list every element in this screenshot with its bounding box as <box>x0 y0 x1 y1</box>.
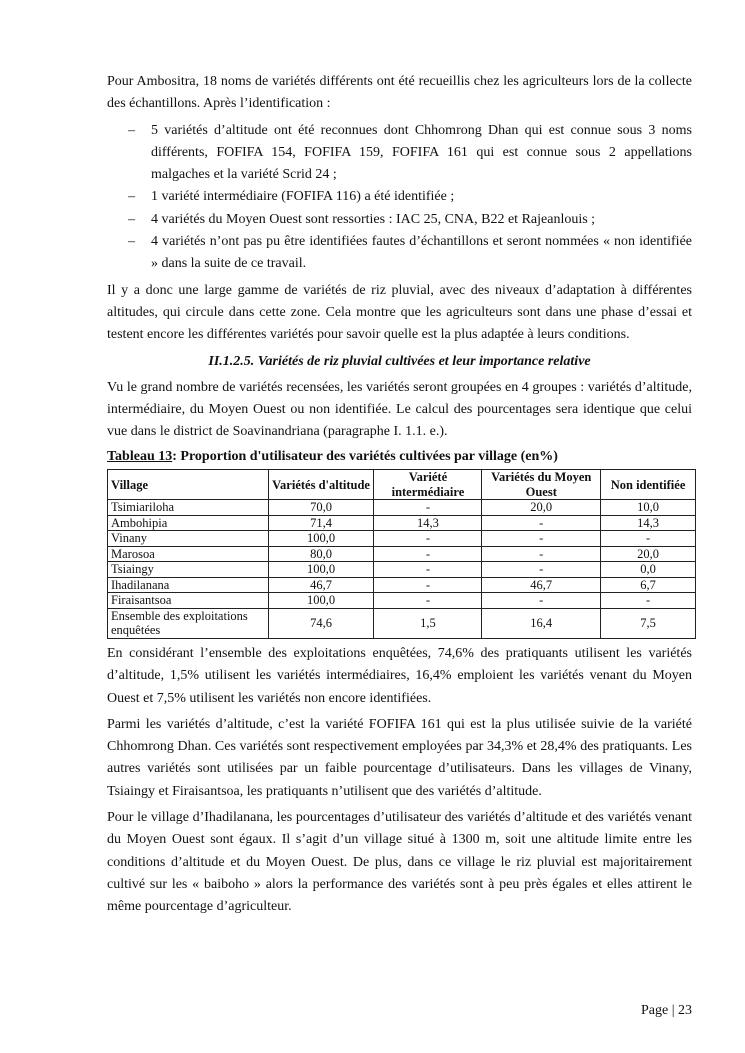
cell-altitude: 46,7 <box>268 577 374 593</box>
cell-village: Ensemble des exploitations enquêtées <box>108 608 269 638</box>
col-header-non-identifie: Non identifiée <box>601 470 696 500</box>
cell-non-identifie: 7,5 <box>601 608 696 638</box>
cell-moyen-ouest: 20,0 <box>482 500 601 516</box>
cell-moyen-ouest: - <box>482 515 601 531</box>
dash-marker: – <box>128 211 135 227</box>
paragraph-3: Vu le grand nombre de variétés recensées, les variétés seront groupées en 4 groupes : variétés d’altitude, intermédiaire, du Moyen Ouest ou non identifiée. Le calcul des pourcentages sera identique que celui vue dans le district de Soavinandriana (paragraphe I. 1.1. e.). <box>107 379 692 440</box>
cell-non-identifie: 0,0 <box>601 562 696 578</box>
table-row <box>108 500 696 516</box>
cell-intermediaire: - <box>374 577 482 593</box>
table-row <box>108 515 696 531</box>
cell-non-identifie: 14,3 <box>601 515 696 531</box>
cell-non-identifie: - <box>601 593 696 609</box>
cell-village: Ambohipia <box>108 515 269 531</box>
section-heading: II.1.2.5. Variétés de riz pluvial cultivées et leur importance relative <box>208 353 591 369</box>
table-caption-number: Tableau 13 <box>107 449 173 465</box>
dash-marker: – <box>128 234 135 250</box>
intro-paragraph: Pour Ambositra, 18 noms de variétés différents ont été recueillis chez les agriculteurs lors de la collecte des échantillons. Après l’identification : <box>107 74 692 112</box>
table-header-row <box>108 470 696 500</box>
table-caption-text: : Proportion d'utilisateur des variétés cultivées par village (en%) <box>172 449 558 465</box>
cell-altitude: 71,4 <box>268 515 374 531</box>
col-header-altitude: Variétés d'altitude <box>268 470 374 500</box>
cell-village: Firaisantsoa <box>108 593 269 609</box>
cell-village: Vinany <box>108 531 269 547</box>
list-item: – 4 variétés n’ont pas pu être identifiées fautes d’échantillons et seront nommées « non identifiée » dans la suite de ce travail. <box>107 231 692 276</box>
cell-non-identifie: - <box>601 531 696 547</box>
cell-non-identifie: 6,7 <box>601 577 696 593</box>
col-header-intermediaire: Variété intermédiaire <box>374 470 482 500</box>
cell-altitude: 100,0 <box>268 593 374 609</box>
cell-intermediaire: - <box>374 562 482 578</box>
cell-intermediaire: - <box>374 593 482 609</box>
cell-altitude: 100,0 <box>268 562 374 578</box>
document-page <box>107 71 692 923</box>
cell-non-identifie: 20,0 <box>601 546 696 562</box>
col-header-moyen-ouest: Variétés du Moyen Ouest <box>482 470 601 500</box>
cell-altitude: 80,0 <box>268 546 374 562</box>
col-header-village: Village <box>108 470 269 500</box>
cell-altitude: 74,6 <box>268 608 374 638</box>
cell-moyen-ouest: 16,4 <box>482 608 601 638</box>
table-row <box>108 593 696 609</box>
cell-non-identifie: 10,0 <box>601 500 696 516</box>
dash-marker: – <box>128 189 135 205</box>
cell-moyen-ouest: - <box>482 562 601 578</box>
list-item: – 5 variétés d’altitude ont été reconnues dont Chhomrong Dhan qui est connue sous 3 noms différents, FOFIFA 154, FOFIFA 159, FOFIFA 161 qui est connue sous 2 appellations malgaches et la variété Scrid 24 ; <box>107 120 692 187</box>
cell-altitude: 70,0 <box>268 500 374 516</box>
cell-village: Ihadilanana <box>108 577 269 593</box>
paragraph-2: Il y a donc une large gamme de variétés de riz pluvial, avec des niveaux d’adaptation à différentes altitudes, qui circule dans cette zone. Cela montre que les agriculteurs sont dans une phase d’essai et testent encore les différentes variétés pour savoir quelle est la plus adaptée à leurs conditions. <box>107 282 692 343</box>
table-caption <box>107 447 692 467</box>
paragraph-5: Parmi les variétés d’altitude, c’est la variété FOFIFA 161 qui est la plus utilisée suivie de la variété Chhomrong Dhan. Ces variétés sont respectivement employées par 34,3% et 28,4% des pratiquants. Les autres variétés sont utilisées par un faible pourcentage d’utilisateurs. Dans les villages de Vinany, Tsiaingy et Firaisantsoa, les pratiquants n’utilisent que des variétés d’altitude. <box>107 716 692 799</box>
dash-marker: – <box>128 122 135 138</box>
list-item: – 4 variétés du Moyen Ouest sont ressorties : IAC 25, CNA, B22 et Rajeanlouis ; <box>107 209 692 231</box>
identification-list <box>107 120 692 276</box>
cell-moyen-ouest: 46,7 <box>482 577 601 593</box>
cell-intermediaire: 1,5 <box>374 608 482 638</box>
paragraph-4: En considérant l’ensemble des exploitations enquêtées, 74,6% des pratiquants utilisent les variétés d’altitude, 1,5% utilisent les variétés intermédiaires, 16,4% emploient les variétés venant du Moyen Ouest et 7,5% utilisent les variétés non encore identifiées. <box>107 645 692 706</box>
page-separator: | <box>671 1003 675 1018</box>
page-label: Page <box>640 1003 669 1018</box>
cell-intermediaire: - <box>374 546 482 562</box>
cell-altitude: 100,0 <box>268 531 374 547</box>
cell-intermediaire: 14,3 <box>374 515 482 531</box>
page-footer <box>641 1002 692 1020</box>
table-row <box>108 531 696 547</box>
table-total-row <box>108 608 696 638</box>
variety-usage-table <box>107 469 696 639</box>
cell-moyen-ouest: - <box>482 593 601 609</box>
list-item: – 1 variété intermédiaire (FOFIFA 116) a été identifiée ; <box>107 186 692 208</box>
cell-village: Marosoa <box>108 546 269 562</box>
cell-moyen-ouest: - <box>482 531 601 547</box>
cell-moyen-ouest: - <box>482 546 601 562</box>
cell-intermediaire: - <box>374 531 482 547</box>
cell-village: Tsimiariloha <box>108 500 269 516</box>
paragraph-6: Pour le village d’Ihadilanana, les pourcentages d’utilisateur des variétés d’altitude et des variétés venant du Moyen Ouest sont égaux. Il s’agit d’un village situé à 1300 m, soit une altitude limite entre les conditions d’altitude et du Moyen Ouest. De plus, dans ce village le riz pluvial est majoritairement cultivé sur les « baiboho » alors la performance des variétés sont à peu près égales et elles attirent le même pourcentage d’agriculteur. <box>107 810 692 915</box>
page-number: 23 <box>678 1003 692 1018</box>
table-row <box>108 562 696 578</box>
table-row <box>108 546 696 562</box>
cell-intermediaire: - <box>374 500 482 516</box>
cell-village: Tsiaingy <box>108 562 269 578</box>
table-row <box>108 577 696 593</box>
